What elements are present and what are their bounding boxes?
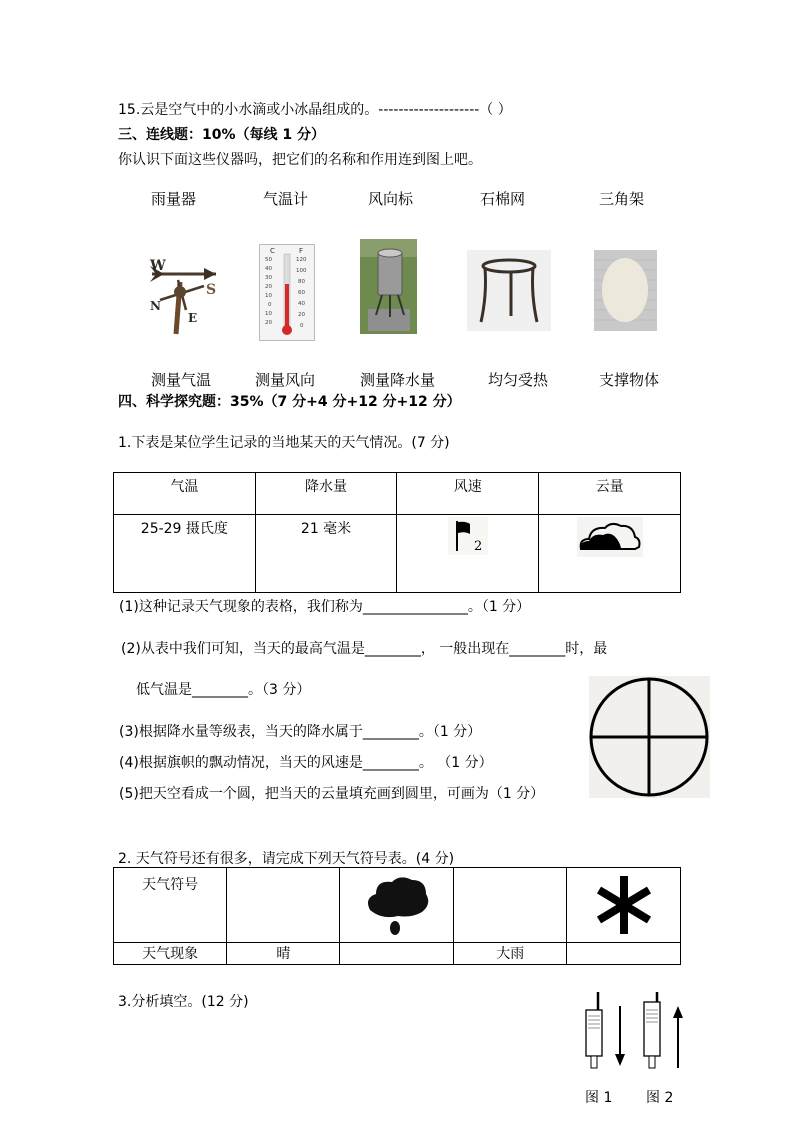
instrument-name-3: 风向标 — [368, 190, 414, 208]
svg-text:80: 80 — [298, 279, 305, 285]
section-3-title: 三、连线题：10%（每线 1 分） — [118, 127, 325, 143]
instrument-name-4: 石棉网 — [480, 190, 526, 208]
function-4: 均匀受热 — [488, 371, 549, 389]
figure-2-label: 图 2 — [646, 1090, 674, 1106]
question-15: 15.云是空气中的小水滴或小冰晶组成的。--------------------（ ） — [118, 102, 512, 118]
q2-prompt: 2. 天气符号还有很多，请完成下列天气符号表。(4 分) — [118, 851, 455, 867]
svg-text:120: 120 — [296, 257, 307, 263]
phenomenon-cell-3: 大雨 — [454, 943, 567, 965]
q1-sub4: (4)根据旗帜的飘动情况，当天的风速是________。 （1 分） — [119, 755, 493, 771]
svg-text:0: 0 — [268, 302, 272, 308]
phenomenon-cell-1: 晴 — [227, 943, 340, 965]
symbol-cell-4 — [567, 868, 681, 943]
cell-temperature: 25-29 摄氏度 — [114, 515, 256, 593]
thermometer-image — [259, 244, 315, 341]
svg-text:10: 10 — [265, 311, 272, 317]
q1-sub3: (3)根据降水量等级表，当天的降水属于________。（1 分） — [119, 724, 482, 740]
cell-wind-speed — [397, 515, 539, 593]
cell-cloud-cover — [539, 515, 681, 593]
cloud-cover-circle — [589, 676, 710, 798]
header-precipitation: 降水量 — [255, 473, 397, 515]
header-wind-speed: 风速 — [397, 473, 539, 515]
symbol-cell-2 — [340, 868, 454, 943]
figure-1-label: 图 1 — [585, 1090, 613, 1106]
svg-text:50: 50 — [265, 257, 272, 263]
svg-text:60: 60 — [298, 290, 305, 296]
syringe-figure — [578, 988, 688, 1074]
section-3-instruction: 你认识下面这些仪器吗，把它们的名称和作用连到图上吧。 — [118, 152, 482, 168]
rain-cloud-icon — [362, 872, 432, 938]
symbol-row-label: 天气符号 — [114, 868, 227, 943]
svg-text:30: 30 — [265, 275, 272, 281]
q1-prompt: 1.下表是某位学生记录的当地某天的天气情况。(7 分) — [118, 435, 450, 451]
q1-sub2a: (2)从表中我们可知，当天的最高气温是________， 一般出现在________时，最 — [121, 641, 608, 657]
q1-sub1: (1)这种记录天气现象的表格，我们称为_______________。（1 分） — [119, 599, 531, 615]
phenomenon-cell-4 — [567, 943, 681, 965]
svg-text:W: W — [150, 258, 166, 274]
weather-symbol-table — [113, 867, 681, 965]
function-1: 测量气温 — [151, 371, 212, 389]
svg-text:F: F — [299, 247, 304, 255]
asbestos-gauze-image — [594, 250, 657, 331]
section-4-title: 四、科学探究题：35%（7 分+4 分+12 分+12 分） — [118, 394, 461, 410]
svg-text:E: E — [188, 311, 198, 325]
header-cloud-cover: 云量 — [539, 473, 681, 515]
cell-precipitation: 21 毫米 — [255, 515, 397, 593]
q3-prompt: 3.分析填空。(12 分) — [118, 994, 249, 1010]
tripod-image — [467, 250, 551, 331]
svg-text:20: 20 — [298, 312, 305, 318]
svg-text:100: 100 — [296, 268, 307, 274]
symbol-cell-1 — [227, 868, 340, 943]
svg-text:C: C — [270, 247, 275, 255]
svg-text:20: 20 — [265, 320, 272, 326]
instrument-name-5: 三角架 — [599, 190, 645, 208]
svg-text:N: N — [150, 299, 161, 313]
header-temperature: 气温 — [114, 473, 256, 515]
q1-sub5: (5)把天空看成一个圆，把当天的云量填充画到圆里，可画为（1 分） — [119, 786, 545, 802]
phenomenon-row-label: 天气现象 — [114, 943, 227, 965]
function-2: 测量风向 — [255, 371, 316, 389]
function-5: 支撑物体 — [599, 371, 660, 389]
weather-record-table — [113, 472, 681, 593]
function-3: 测量降水量 — [360, 371, 436, 389]
svg-text:10: 10 — [265, 293, 272, 299]
svg-text:0: 0 — [300, 323, 304, 329]
q1-sub2b: 低气温是________。（3 分） — [136, 682, 311, 698]
symbol-cell-3 — [454, 868, 567, 943]
cloud-icon — [577, 517, 643, 557]
svg-text:40: 40 — [265, 266, 272, 272]
weathervane-image — [142, 248, 226, 336]
snowflake-icon — [591, 872, 657, 938]
wind-level-label: 2 — [473, 539, 483, 554]
svg-text:40: 40 — [298, 301, 305, 307]
rain-gauge-image — [360, 239, 417, 334]
svg-text:S: S — [206, 282, 217, 298]
phenomenon-cell-2 — [340, 943, 454, 965]
wind-flag-icon — [448, 517, 488, 555]
instrument-name-2: 气温计 — [263, 190, 309, 208]
svg-text:20: 20 — [265, 284, 272, 290]
instrument-name-1: 雨量器 — [151, 190, 197, 208]
